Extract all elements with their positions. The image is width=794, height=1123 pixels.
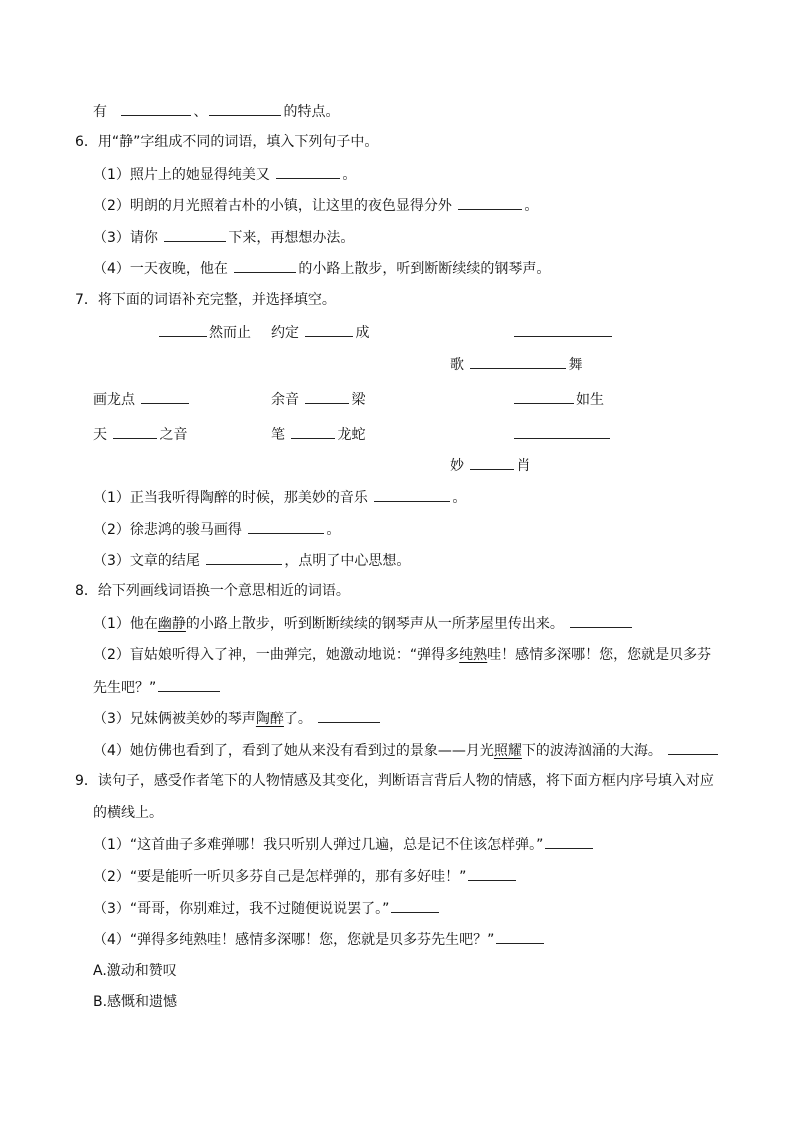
word-blank-line — [512, 322, 614, 343]
word-blank-8: 笔 龙蛇 — [271, 424, 365, 445]
q7-item-3: （3）文章的结尾 ，点明了中心思想。 — [93, 550, 410, 571]
answer-blank[interactable] — [514, 389, 574, 404]
word-blank-5: 余音 梁 — [271, 389, 365, 410]
answer-blank[interactable] — [318, 708, 380, 723]
answer-blank[interactable] — [391, 898, 439, 913]
q8-item-2-cont: 先生吧？” — [93, 677, 222, 698]
answer-blank[interactable] — [374, 487, 450, 502]
word-blank-6: 如生 — [512, 389, 604, 410]
answer-blank[interactable] — [206, 550, 282, 565]
underlined-word: 纯熟 — [459, 647, 488, 663]
q9-item-1: （1）“这首曲子多难弹哪！我只听别人弹过几遍，总是记不住该怎样弹。” — [93, 834, 595, 855]
q6-item-2: （2）明朗的月光照着古朴的小镇，让这里的夜色显得分外 。 — [93, 195, 538, 216]
answer-blank[interactable] — [141, 389, 189, 404]
underlined-word: 陶醉 — [255, 711, 284, 727]
q8-item-4: （4）她仿佛也看到了，看到了她从来没有看到过的景象——月光照耀下的波涛汹涌的大海。 — [93, 740, 720, 761]
q8-item-2: （2）盲姑娘听得入了神，一曲弹完，她激动地说：“弹得多纯熟哇！感情多深哪！您，您就是贝多芬 — [93, 647, 712, 663]
question-9-title: 9．读句子，感受作者笔下的人物情感及其变化，判断语言背后人物的情感，将下面方框内序号填入对应 — [75, 773, 714, 789]
answer-blank[interactable] — [276, 164, 340, 179]
answer-blank[interactable] — [545, 834, 593, 849]
answer-blank[interactable] — [209, 101, 281, 116]
answer-blank[interactable] — [248, 519, 324, 534]
answer-blank[interactable] — [514, 424, 610, 439]
answer-blank[interactable] — [668, 740, 718, 755]
q7-item-2: （2）徐悲鸿的骏马画得 。 — [93, 519, 340, 540]
underlined-word: 幽静 — [157, 616, 186, 632]
word-blank-line — [512, 424, 612, 445]
word-blank-9: 妙 肖 — [450, 455, 530, 476]
answer-blank[interactable] — [291, 424, 335, 439]
answer-blank[interactable] — [470, 354, 566, 369]
underlined-word: 照耀 — [493, 743, 522, 759]
answer-blank[interactable] — [570, 613, 632, 628]
q9-item-4: （4）“弹得多纯熟哇！感情多深哪！您，您就是贝多芬先生吧？” — [93, 929, 546, 950]
word-blank-7: 天 之音 — [93, 424, 187, 445]
q6-item-1: （1）照片上的她显得纯美又 。 — [93, 164, 356, 185]
q9-item-2: （2）“要是能听一听贝多芬自己是怎样弹的，那有多好哇！” — [93, 866, 518, 887]
word-blank-2: 约定 成 — [271, 322, 369, 343]
answer-blank[interactable] — [468, 866, 516, 881]
answer-blank[interactable] — [514, 322, 612, 337]
answer-blank[interactable] — [305, 389, 349, 404]
q9-option-b: B.感慨和遗憾 — [93, 994, 178, 1010]
q5-line: 有 、 的特点。 — [93, 101, 339, 122]
answer-blank[interactable] — [121, 101, 191, 116]
answer-blank[interactable] — [470, 455, 514, 470]
q6-item-3: （3）请你 下来，再想想办法。 — [93, 227, 354, 248]
q6-item-4: （4）一天夜晚，他在 的小路上散步，听到断断续续的钢琴声。 — [93, 258, 550, 279]
q8-item-1: （1）他在幽静的小路上散步，听到断断续续的钢琴声从一所茅屋里传出来。 — [93, 613, 634, 634]
answer-blank[interactable] — [496, 929, 544, 944]
answer-blank[interactable] — [159, 322, 207, 337]
answer-blank[interactable] — [458, 195, 522, 210]
answer-blank[interactable] — [305, 322, 353, 337]
answer-blank[interactable] — [164, 227, 226, 242]
answer-blank[interactable] — [234, 258, 296, 273]
q9-item-3: （3）“哥哥，你别难过，我不过随便说说罢了。” — [93, 898, 441, 919]
word-blank-3: 歌 舞 — [450, 354, 582, 375]
word-blank-4: 画龙点 — [93, 389, 191, 410]
question-7-title: 7．将下面的词语补充完整，并选择填空。 — [75, 292, 336, 308]
q9-option-a: A.激动和赞叹 — [93, 963, 177, 979]
q7-item-1: （1）正当我听得陶醉的时候，那美妙的音乐 。 — [93, 487, 466, 508]
answer-blank[interactable] — [113, 424, 157, 439]
question-9-title-cont: 的横线上。 — [93, 805, 163, 821]
question-6-title: 6．用“静”字组成不同的词语，填入下列句子中。 — [75, 134, 379, 150]
q8-item-3: （3）兄妹俩被美妙的琴声陶醉了。 — [93, 708, 382, 729]
question-8-title: 8．给下列画线词语换一个意思相近的词语。 — [75, 583, 350, 599]
answer-blank[interactable] — [158, 677, 220, 692]
word-blank-1: 然而止 — [157, 322, 251, 343]
